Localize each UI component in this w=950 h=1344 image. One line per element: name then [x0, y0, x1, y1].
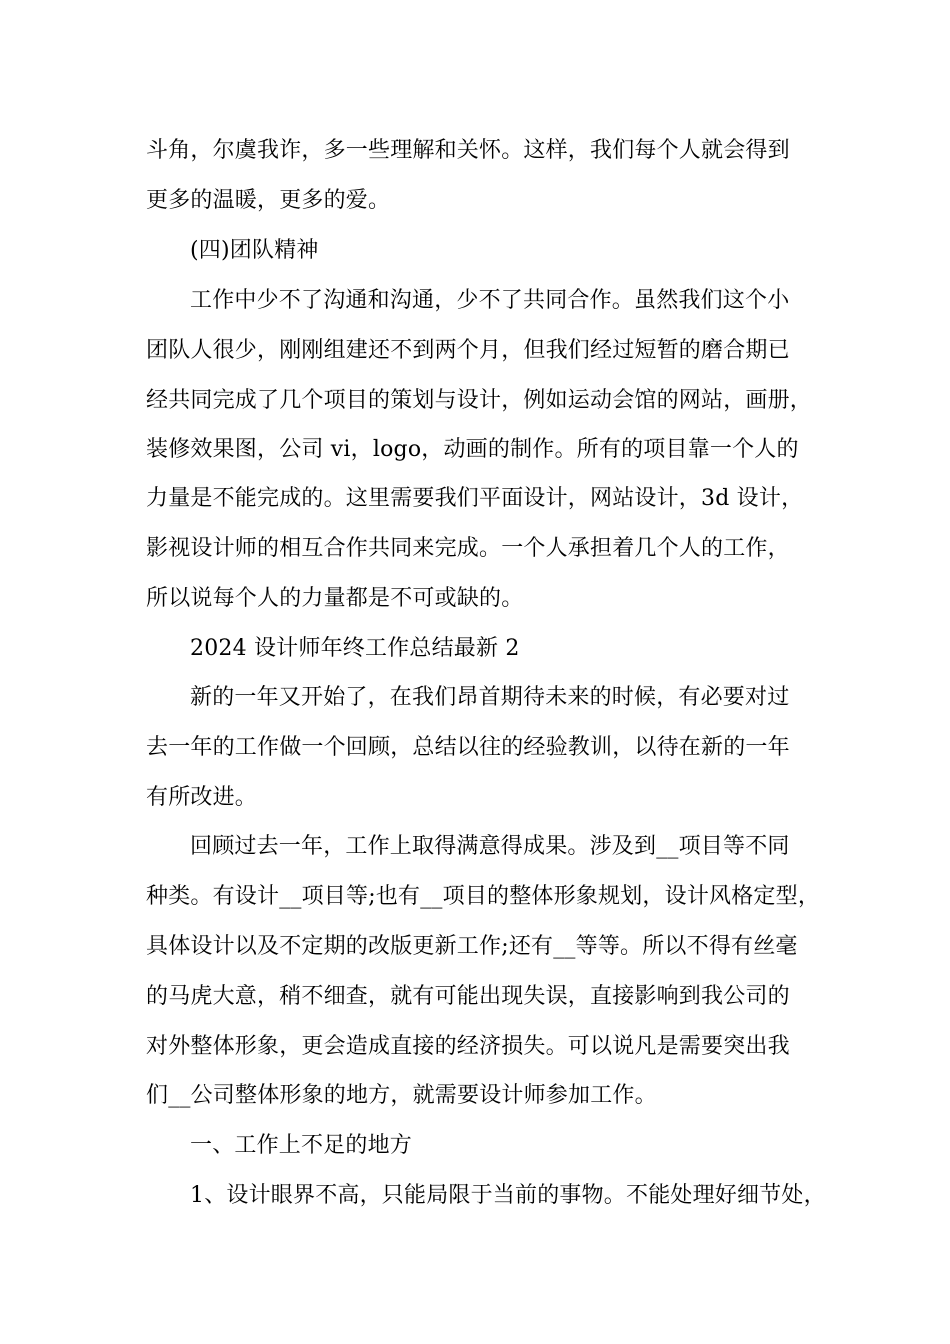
list-item: 1、设计眼界不高，只能局限于当前的事物。不能处理好细节处， [190, 1183, 826, 1208]
paragraph-line: 力量是不能完成的。这里需要我们平面设计，网站设计，3d 设计， [146, 486, 804, 511]
paragraph-line: 工作中少不了沟通和沟通，少不了共同合作。虽然我们这个小 [190, 288, 790, 313]
paragraph-line: 对外整体形象，更会造成直接的经济损失。可以说凡是需要突出我 [146, 1034, 790, 1059]
paragraph-line: 新的一年又开始了，在我们昂首期待未来的时候，有必要对过 [190, 685, 790, 710]
paragraph-line: 装修效果图，公司 vi，logo，动画的制作。所有的项目靠一个人的 [146, 437, 799, 462]
paragraph-line: 更多的温暖，更多的爱。 [146, 188, 391, 213]
paragraph-line: 所以说每个人的力量都是不可或缺的。 [146, 586, 524, 611]
paragraph-line: 的马虎大意，稍不细查，就有可能出现失误，直接影响到我公司的 [146, 984, 790, 1009]
paragraph-line: 回顾过去一年，工作上取得满意得成果。涉及到__项目等不同 [190, 834, 790, 859]
paragraph-line: 们__公司整体形象的地方，就需要设计师参加工作。 [146, 1083, 657, 1108]
paragraph-line: 种类。有设计__项目等;也有__项目的整体形象规划，设计风格定型， [146, 884, 821, 909]
paragraph-line: 经共同完成了几个项目的策划与设计，例如运动会馆的网站，画册， [146, 388, 813, 413]
paragraph-line: 斗角，尔虞我诈，多一些理解和关怀。这样，我们每个人就会得到 [146, 138, 790, 163]
paragraph-line: 团队人很少，刚刚组建还不到两个月，但我们经过短暂的磨合期已 [146, 338, 790, 363]
paragraph-line: 影视设计师的相互合作共同来完成。一个人承担着几个人的工作， [146, 536, 790, 561]
paragraph-line: 具体设计以及不定期的改版更新工作;还有__等等。所以不得有丝毫 [146, 934, 798, 959]
section-heading: 一、工作上不足的地方 [190, 1133, 413, 1158]
paragraph-line: 有所改进。 [146, 785, 258, 810]
paragraph-line: 去一年的工作做一个回顾，总结以往的经验教训，以待在新的一年 [146, 735, 790, 760]
document-title: 2024 设计师年终工作总结最新 2 [190, 636, 520, 661]
section-heading: (四)团队精神 [190, 238, 319, 263]
